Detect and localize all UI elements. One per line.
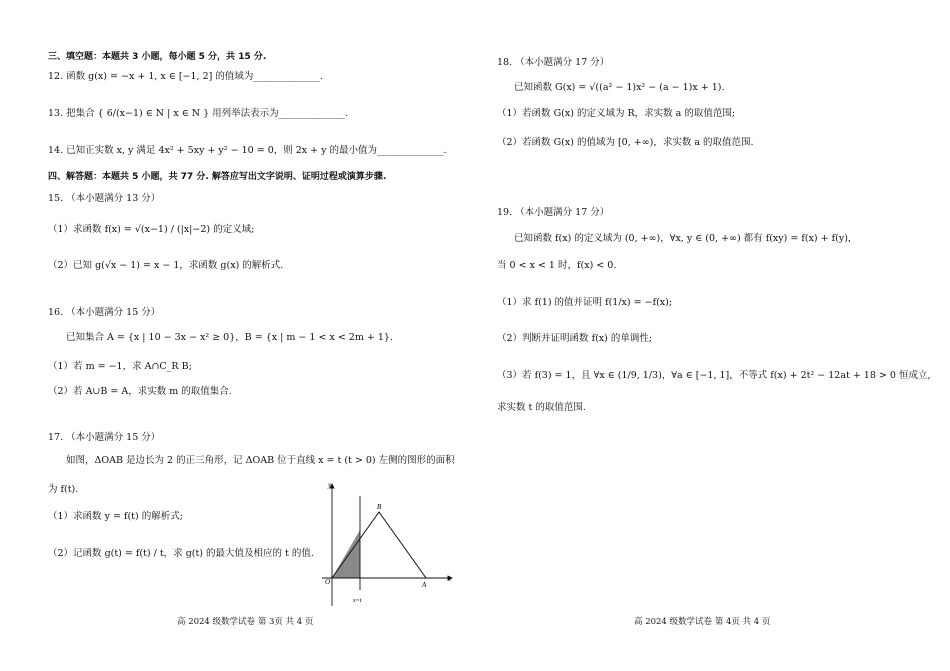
line-label: x=t [353,598,362,604]
question-18-part-1: （1）若函数 G(x) 的定义域为 R，求实数 a 的取值范围; [497,108,736,119]
question-17-given-b: 为 f(t). [48,484,79,495]
question-17-title: 17. （本小题满分 15 分） [48,432,161,443]
question-15-part-2: （2）已知 g(√x − 1) = x − 1，求函数 g(x) 的解析式. [48,260,284,271]
question-19-part-3: （3）若 f(3) = 1，且 ∀x ∈ (1/9, 1/3)，∀a ∈ [−1, 1]，不等式 f(x) + 2t² − 12at + 18 > 0 恒成立, [497,370,931,381]
question-17-part-2: （2）记函数 g(t) = f(t) / t，求 g(t) 的最大值及相应的 t 的值. [48,548,314,559]
origin-label: O [325,578,331,586]
question-19-title: 19. （本小题满分 17 分） [497,207,610,218]
question-12: 12. 函数 g(x) = −x + 1, x ∈ [−1, 2] 的值域为______________. [48,71,323,82]
question-17-part-1: （1）求函数 y = f(t) 的解析式; [48,511,183,522]
question-19-given-b: 当 0 < x < 1 时，f(x) < 0. [497,260,617,271]
point-b-label: B [377,503,382,511]
triangle-figure [318,478,460,610]
question-15-title: 15. （本小题满分 13 分） [48,193,161,204]
question-15-part-1: （1）求函数 f(x) = √(x−1) / (|x|−2) 的定义域; [48,224,255,235]
shaded-region [332,530,360,578]
question-16-given: 已知集合 A = {x | 10 − 3x − x² ≥ 0}，B = {x | m − 1 < x < 2m + 1}. [66,332,393,343]
question-18-given: 已知函数 G(x) = √((a² − 1)x² − (a − 1)x + 1). [514,82,725,93]
question-14: 14. 已知正实数 x, y 满足 4x² + 5xy + y² − 10 = 0，则 2x + y 的最小值为______________. [48,145,447,156]
footer-page-4: 高 2024 级数学试卷 第 4页 共 4 页 [634,617,771,627]
question-17-given-a: 如图，ΔOAB 是边长为 2 的正三角形，记 ΔOAB 位于直线 x = t (t > 0) 左侧的图形的面积 [66,455,455,466]
question-19-part-1: （1）求 f(1) 的值并证明 f(1/x) = −f(x); [497,297,673,308]
question-16-title: 16. （本小题满分 15 分） [48,307,161,318]
question-16-part-1: （1）若 m = −1，求 A∩C_R B; [48,361,192,372]
question-18-title: 18. （本小题满分 17 分） [497,57,610,68]
footer-page-3: 高 2024 级数学试卷 第 3页 共 4 页 [177,617,314,627]
point-a-label: A [422,581,427,589]
question-19-part-3-cont: 求实数 t 的取值范围. [497,402,586,413]
question-18-part-2: （2）若函数 G(x) 的值域为 [0, +∞)，求实数 a 的取值范围. [497,137,754,148]
fill-section-heading: 三、填空题：本题共 3 小题，每小题 5 分，共 15 分. [48,52,267,62]
question-13: 13. 把集合 { 6/(x−1) ∈ N | x ∈ N } 用列举法表示为______________. [48,108,349,119]
y-axis-label: y [328,481,332,489]
question-19-given-a: 已知函数 f(x) 的定义域为 (0, +∞)，∀x, y ∈ (0, +∞) 都有 f(xy) = f(x) + f(y)， [514,233,858,244]
question-16-part-2: （2）若 A∪B = A，求实数 m 的取值集合. [48,386,232,397]
question-19-part-2: （2）判断并证明函数 f(x) 的单调性; [497,333,653,344]
solve-section-heading: 四、解答题：本题共 5 小题，共 77 分. 解答应写出文字说明、证明过程或演算步骤. [48,172,387,182]
x-axis-label: x [448,575,452,583]
